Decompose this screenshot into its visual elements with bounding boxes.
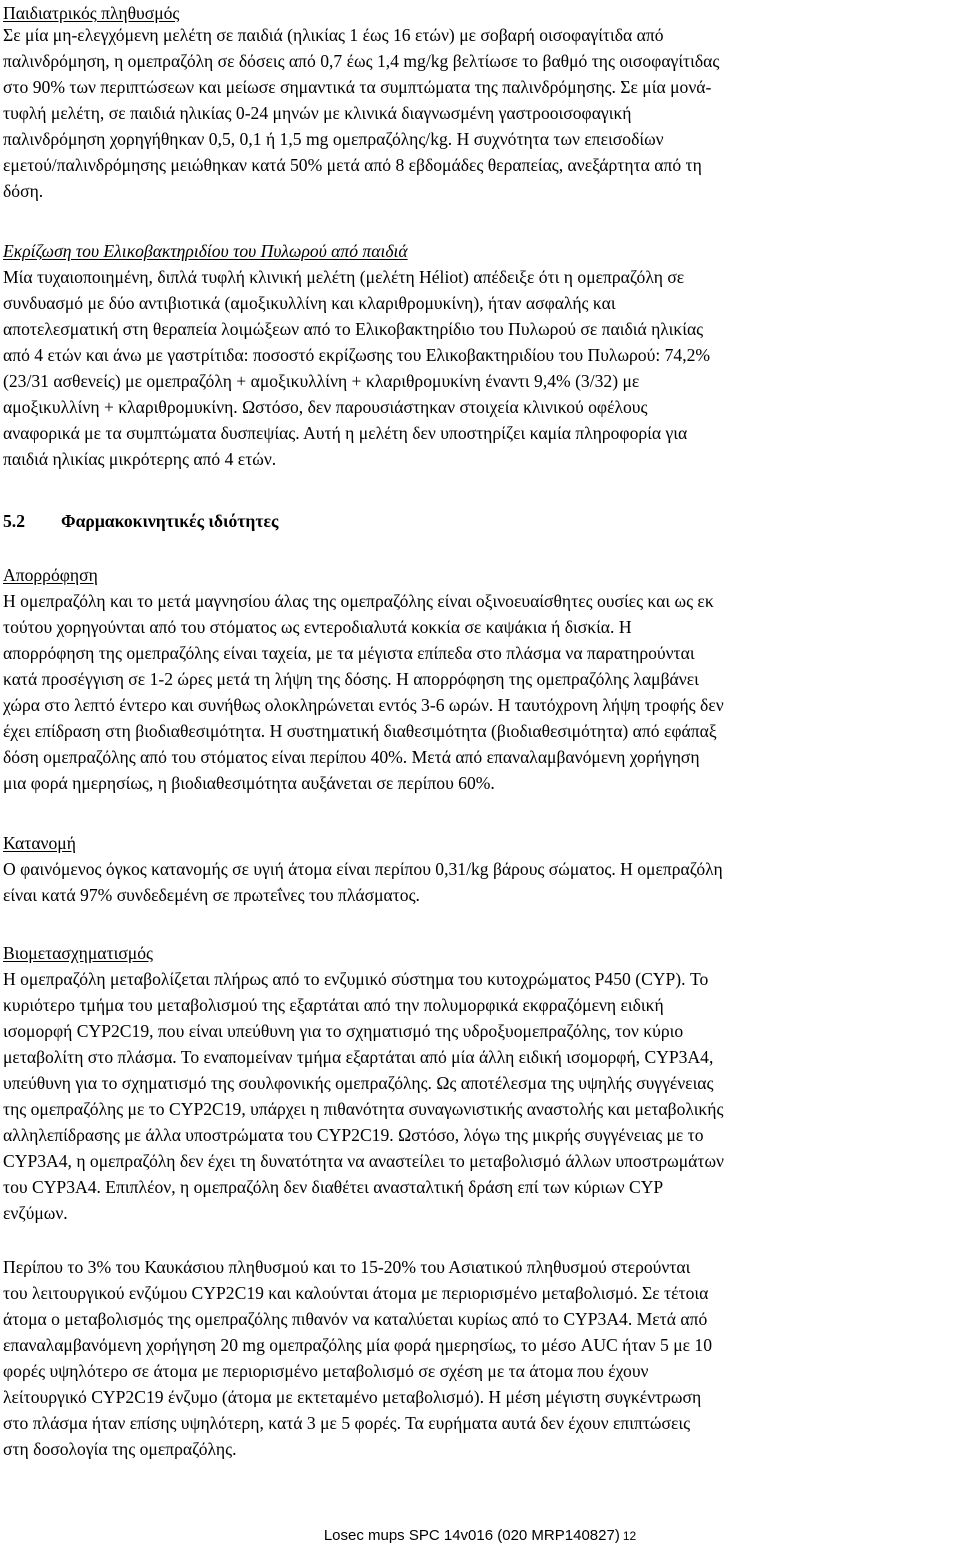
paragraph-line: κυριότερο τμήμα του μεταβολισμού της εξαρτάται από την πολυμορφικά εκφραζόμενη ειδική [3, 995, 664, 1015]
paragraph-line: στο πλάσμα ήταν επίσης υψηλότερη, κατά 3 με 5 φορές. Τα ευρήματα αυτά δεν έχουν επιπτώσεις [3, 1413, 691, 1433]
paragraph-line: άτομα ο μεταβολισμός της ομεπραζόλης πιθανόν να καταλύεται κυρίως από το CYP3A4. Μετά από [3, 1309, 708, 1329]
paragraph-line: τούτου χορηγούνται από του στόματος ως εντεροδιαλυτά κοκκία σε καψάκια ή δισκία. Η [3, 617, 632, 637]
section-heading [3, 508, 278, 534]
paragraph-line: δόση. [3, 181, 44, 201]
paragraph-line: (23/31 ασθενείς) με ομεπραζόλη + αμοξικυλλίνη + κλαριθρομυκίνη έναντι 9,4% (3/32) με [3, 371, 640, 391]
heading-metabolism: Βιομετασχηματισμός [3, 943, 154, 963]
paragraph-line: Περίπου το 3% του Καυκάσιου πληθυσμού και το 15-20% του Ασιατικού πληθυσμού στερούνται [3, 1257, 691, 1277]
heading-absorption: Απορρόφηση [3, 565, 98, 585]
paragraph-line: από 4 ετών και άνω με γαστρίτιδα: ποσοστό εκρίζωσης του Ελικοβακτηριδίου του Πυλωρού: 74,2% [3, 345, 711, 365]
section-title: Φαρμακοκινητικές ιδιότητες [61, 511, 279, 531]
paragraph-line: αναφορικά με τα συμπτώματα δυσπεψίας. Αυτή η μελέτη δεν υποστηρίζει καμία πληροφορία για [3, 423, 688, 443]
heading-eradication: Εκρίζωση του Ελικοβακτηριδίου του Πυλωρού από παιδιά [3, 241, 408, 261]
paragraph-line: λείτουργικό CYP2C19 ένζυμο (άτομα με εκτεταμένο μεταβολισμό). Η μέση μέγιστη συγκέντρωση [3, 1387, 702, 1407]
paragraph-line: στο 90% των περιπτώσεων και μείωσε σημαντικά τα συμπτώματα της παλινδρόμησης. Σε μία μονά- [3, 77, 712, 97]
paragraph-line: αλληλεπίδρασης με άλλα υποστρώματα του CYP2C19. Ωστόσο, λόγω της μικρής συγγένειας με το [3, 1125, 704, 1145]
paragraph-line: Η ομεπραζόλη μεταβολίζεται πλήρως από το ενζυμικό σύστημα του κυτοχρώματος P450 (CYP). Το [3, 969, 709, 989]
page-footer [0, 1526, 960, 1546]
heading-pediatric: Παιδιατρικός πληθυσμός [3, 3, 180, 23]
paragraph-line: φορές υψηλότερο σε άτομα με περιορισμένο μεταβολισμό σε σχέση με τα άτομα που έχουν [3, 1361, 649, 1381]
paragraph-line: του CYP3A4. Επιπλέον, η ομεπραζόλη δεν διαθέτει ανασταλτική δράση επί των κύριων CYP [3, 1177, 664, 1197]
paragraph-line: Ο φαινόμενος όγκος κατανομής σε υγιή άτομα είναι περίπου 0,31/kg βάρους σώματος. Η ομεπραζόλη [3, 859, 723, 879]
paragraph-line: δόση ομεπραζόλης από του στόματος είναι περίπου 40%. Μετά από επαναλαμβανόμενη χορήγηση [3, 747, 700, 767]
paragraph-line: ενζύμων. [3, 1203, 68, 1223]
paragraph-line: χώρα στο λεπτό έντερο και συνήθως ολοκληρώνεται εντός 3-6 ωρών. Η ταυτόχρονη λήψη τροφής δεν [3, 695, 724, 715]
paragraph-line: ισομορφή CYP2C19, που είναι υπεύθυνη για το σχηματισμό της υδροξυομεπραζόλης, τον κύριο [3, 1021, 684, 1041]
paragraph-line: είναι κατά 97% συνδεδεμένη σε πρωτεΐνες του πλάσματος. [3, 885, 420, 905]
footer-text: Losec mups SPC 14v016 (020 MRP140827) [323, 1527, 620, 1544]
page-number: 12 [622, 1529, 637, 1543]
paragraph-line: στη δοσολογία της ομεπραζόλης. [3, 1439, 237, 1459]
paragraph-line: επαναλαμβανόμενη χορήγηση 20 mg ομεπραζόλης μία φορά ημερησίως, το μέσο AUC ήταν 5 με 10 [3, 1335, 713, 1355]
paragraph-line: μια φορά ημερησίως, η βιοδιαθεσιμότητα αυξάνεται σε περίπου 60%. [3, 773, 495, 793]
heading-distribution: Κατανομή [3, 833, 76, 853]
paragraph-line: κατά προσέγγιση σε 1-2 ώρες μετά τη λήψη της δόσης. Η απορρόφηση της ομεπραζόλης λαμβάνει [3, 669, 699, 689]
paragraph-line: αμοξικυλλίνη + κλαριθρομυκίνη. Ωστόσο, δεν παρουσιάστηκαν στοιχεία κλινικού οφέλους [3, 397, 648, 417]
paragraph-line: τυφλή μελέτη, σε παιδιά ηλικίας 0-24 μηνών με κλινικά διαγνωσμένη γαστροοισοφαγική [3, 103, 632, 123]
paragraph-line: του λειτουργικού ενζύμου CYP2C19 και καλούνται άτομα με περιορισμένο μεταβολισμό. Σε τέτοια [3, 1283, 709, 1303]
paragraph-line: έχει επίδραση στη βιοδιαθεσιμότητα. Η συστηματική διαθεσιμότητα (βιοδιαθεσιμότητα) από εφάπαξ [3, 721, 717, 741]
paragraph-line: εμετού/παλινδρόμησης μειώθηκαν κατά 50% μετά από 8 εβδομάδες θεραπείας, ανεξάρτητα από τη [3, 155, 702, 175]
paragraph-line: CYP3A4, η ομεπραζόλη δεν έχει τη δυνατότητα να αναστείλει το μεταβολισμό άλλων υποστρωμάτων [3, 1151, 724, 1171]
paragraph-line: αποτελεσματική στη θεραπεία λοιμώξεων από το Ελικοβακτηρίδιο του Πυλωρού σε παιδιά ηλικίας [3, 319, 704, 339]
paragraph-line: παλινδρόμηση, η ομεπραζόλη σε δόσεις από 0,7 έως 1,4 mg/kg βελτίωσε το βαθμό της οισοφαγίτιδας [3, 51, 720, 71]
paragraph-line: της ομεπραζόλης με το CYP2C19, υπάρχει η πιθανότητα συναγωνιστικής αναστολής και μεταβολικής [3, 1099, 724, 1119]
paragraph-line: απορρόφηση της ομεπραζόλης είναι ταχεία, με τα μέγιστα επίπεδα στο πλάσμα να παρατηρούνται [3, 643, 695, 663]
paragraph-line: Η ομεπραζόλη και το μετά μαγνησίου άλας της ομεπραζόλης είναι οξινοευαίσθητες ουσίες και ως εκ [3, 591, 714, 611]
paragraph-line: παλινδρόμηση χορηγήθηκαν 0,5, 0,1 ή 1,5 mg ομεπραζόλης/kg. Η συχνότητα των επεισοδίων [3, 129, 664, 149]
paragraph-line: παιδιά ηλικίας μικρότερης από 4 ετών. [3, 449, 277, 469]
paragraph-line: Σε μία μη-ελεγχόμενη μελέτη σε παιδιά (ηλικίας 1 έως 16 ετών) με σοβαρή οισοφαγίτιδα από [3, 25, 664, 45]
paragraph-line: Μία τυχαιοποιημένη, διπλά τυφλή κλινική μελέτη (μελέτη Héliot) απέδειξε ότι η ομεπραζόλη σε [3, 267, 685, 287]
paragraph-line: μεταβολίτη στο πλάσμα. Το εναπομείναν τμήμα εξαρτάται από μία άλλη ειδική ισομορφή, CYP3A4, [3, 1047, 714, 1067]
paragraph-line: συνδυασμό με δύο αντιβιοτικά (αμοξικυλλίνη και κλαριθρομυκίνη), ήταν ασφαλής και [3, 293, 616, 313]
section-number: 5.2 [3, 511, 25, 531]
paragraph-line: υπεύθυνη για το σχηματισμό της σουλφονικής ομεπραζόλης. Ως αποτέλεσμα της υψηλής συγγένειας [3, 1073, 714, 1093]
